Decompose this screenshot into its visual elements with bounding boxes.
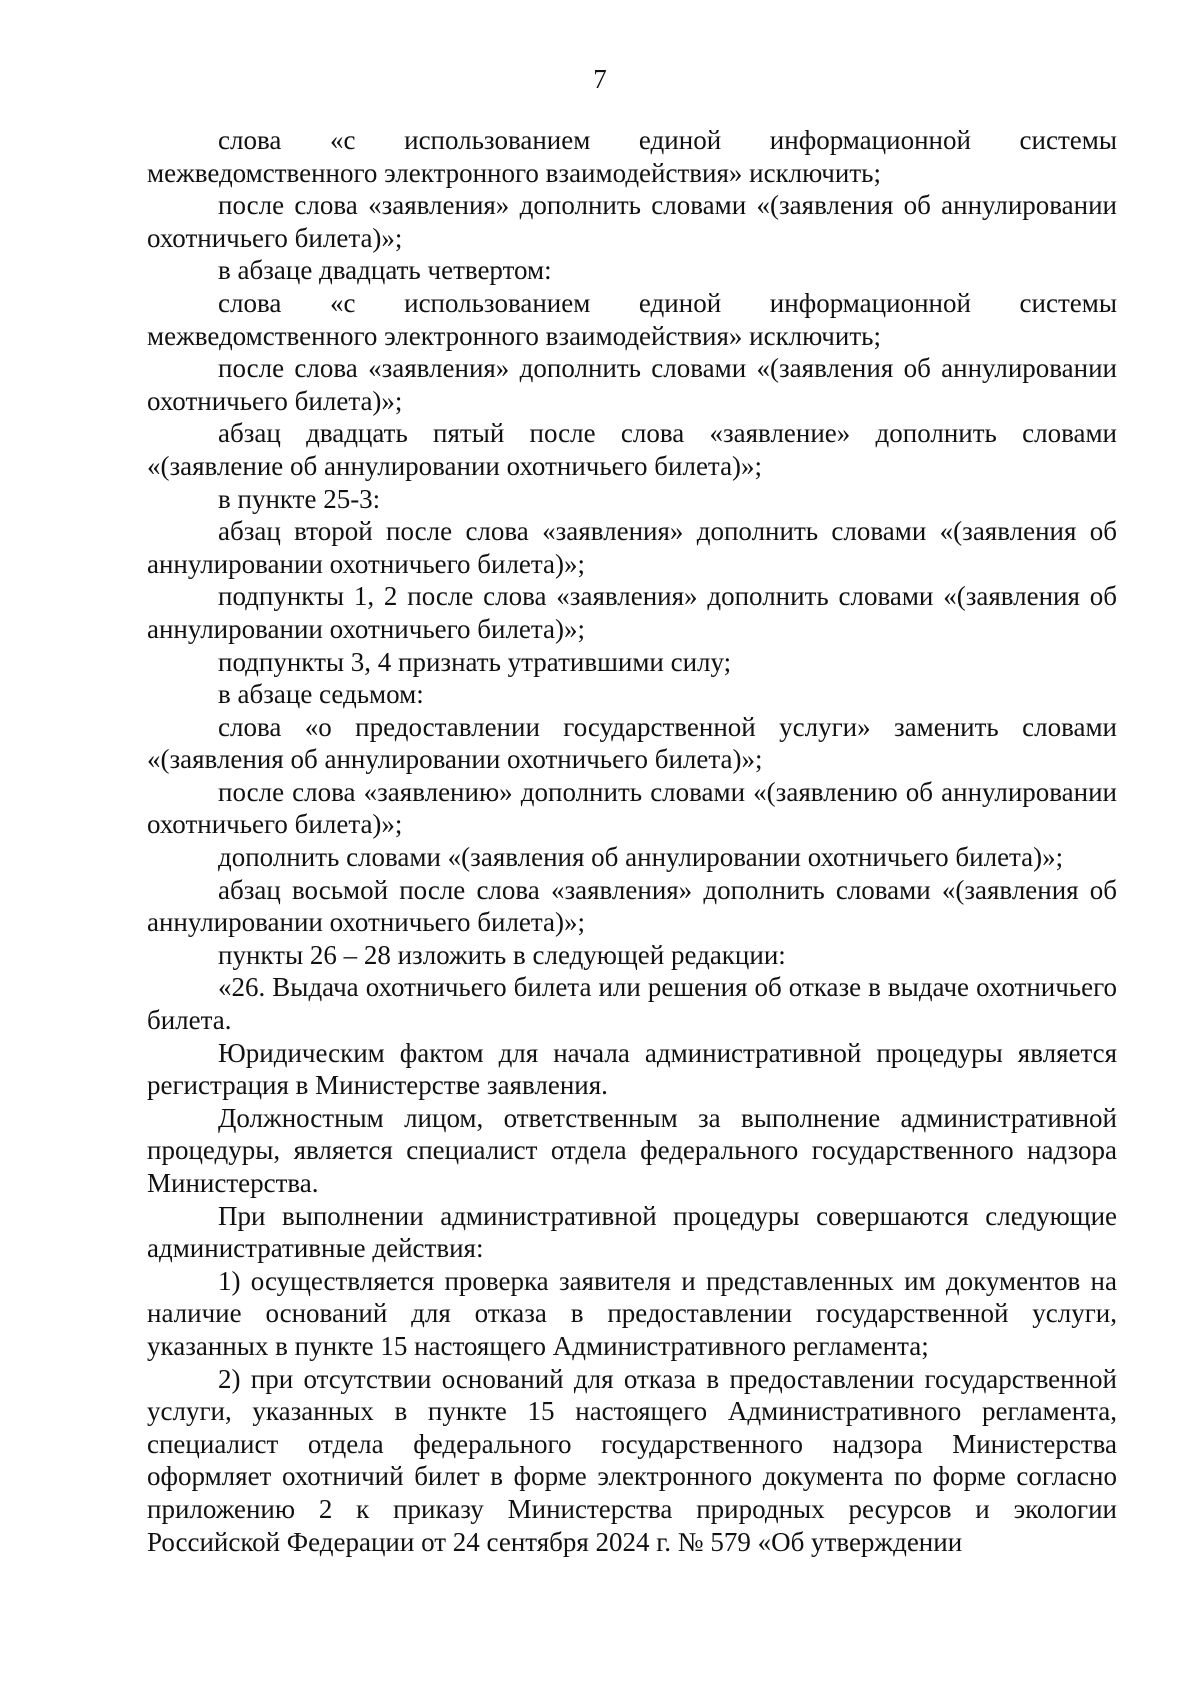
paragraph: дополнить словами «(заявления об аннулировании охотничьего билета)»;	[218, 842, 1064, 873]
paragraph: Юридическим фактом для начала административной процедуры является регистрация в Министерстве заявления.	[147, 1037, 1117, 1101]
paragraph: в пункте 25-3:	[218, 483, 381, 514]
paragraph: после слова «заявления» дополнить словами «(заявления об аннулировании охотничьего билета)»;	[147, 190, 1117, 253]
document-body	[147, 124, 1117, 1558]
paragraph: слова «с использованием единой информационной системы межведомственного электронного взаимодействия» исключить;	[147, 287, 1117, 351]
paragraph: абзац восьмой после слова «заявления» дополнить словами «(заявления об аннулировании охотничьего билета)»;	[147, 874, 1117, 938]
paragraph: 1) осуществляется проверка заявителя и представленных им документов на наличие оснований для отказа в предоставлении государственной услуги, указанных в пункте 15 настоящего Административного регламента;	[147, 1265, 1117, 1361]
paragraph: Должностным лицом, ответственным за выполнение административной процедуры, является специалист отдела федерального государственного надзора Министерства.	[147, 1102, 1117, 1198]
paragraph: в абзаце двадцать четвертом:	[218, 255, 552, 286]
paragraph: в абзаце седьмом:	[218, 679, 424, 710]
paragraph: подпункты 1, 2 после слова «заявления» дополнить словами «(заявления об аннулировании охотничьего билета)»;	[147, 581, 1117, 644]
paragraph: абзац двадцать пятый после слова «заявление» дополнить словами «(заявление об аннулировании охотничьего билета)»;	[147, 418, 1117, 481]
paragraph: слова «с использованием единой информационной системы межведомственного электронного взаимодействия» исключить;	[147, 125, 1117, 188]
paragraph: после слова «заявления» дополнить словами «(заявления об аннулировании охотничьего билета)»;	[147, 353, 1117, 416]
paragraph: подпункты 3, 4 признать утратившими силу;	[218, 646, 732, 677]
paragraph: 2) при отсутствии оснований для отказа в предоставлении государственной услуги, указанных в пункте 15 настоящего Административного регламента, специалист отдела федерального государственного надзора Министерства оформляет охотничий билет в форме электронного документа по форме согласно приложению 2 к приказу Министерства природных ресурсов и экологии Российской Федерации от 24 сентября 2024 г. № 579 «Об утверждении	[147, 1363, 1117, 1557]
paragraph: после слова «заявлению» дополнить словами «(заявлению об аннулировании охотничьего билета)»;	[147, 776, 1117, 840]
paragraph: «26. Выдача охотничьего билета или решения об отказе в выдаче охотничьего билета.	[147, 972, 1117, 1036]
paragraph: При выполнении административной процедуры совершаются следующие административные действия:	[147, 1200, 1117, 1264]
page-number: 7	[593, 64, 607, 94]
paragraph: абзац второй после слова «заявления» дополнить словами «(заявления об аннулировании охотничьего билета)»;	[147, 516, 1117, 579]
paragraph: пункты 26 – 28 изложить в следующей редакции:	[218, 939, 786, 970]
paragraph: слова «о предоставлении государственной услуги» заменить словами «(заявления об аннулировании охотничьего билета)»;	[147, 711, 1117, 775]
